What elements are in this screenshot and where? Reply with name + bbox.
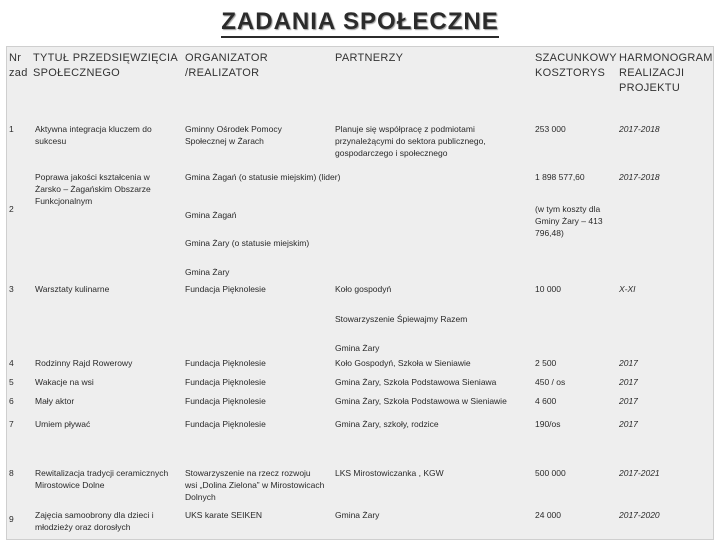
row-5-schedule: 2017 xyxy=(619,377,638,387)
row-3-organizer: Fundacja Pięknolesie xyxy=(185,284,266,294)
row-9-cost: 24 000 xyxy=(535,510,561,520)
row-6-title: Mały aktor xyxy=(35,396,75,406)
row-8-partners: LKS Mirostowiczanka , KGW xyxy=(335,468,444,478)
row-5-nr: 5 xyxy=(9,377,14,387)
row-2-nr: 2 xyxy=(9,204,14,214)
row-5-title: Wakacje na wsi xyxy=(35,377,94,387)
row-6-schedule: 2017 xyxy=(619,396,638,406)
row-9-organizer: UKS karate SEIKEN xyxy=(185,510,263,520)
row-6-nr: 6 xyxy=(9,396,14,406)
row-7-schedule: 2017 xyxy=(619,419,638,429)
row-8-nr: 8 xyxy=(9,468,14,478)
row-3-partner-2: Stowarzyszenie Śpiewajmy Razem xyxy=(335,314,468,324)
row-1-organizer: Gminny Ośrodek Pomocy Społecznej w Żarach xyxy=(185,124,282,146)
projects-table xyxy=(6,46,714,540)
header-schedule: HARMONOGRAM REALIZACJI PROJEKTU xyxy=(619,52,713,94)
row-4-schedule: 2017 xyxy=(619,358,638,368)
row-2-title: Poprawa jakości kształcenia w Żarsko – Żagańskim Obszarze Funkcjonalnym xyxy=(35,172,151,206)
row-9-schedule: 2017-2020 xyxy=(619,510,660,520)
row-5-cost: 450 / os xyxy=(535,377,566,387)
header-cost: SZACUNKOWY KOSZTORYS xyxy=(535,52,617,79)
row-7-organizer: Fundacja Pięknolesie xyxy=(185,419,266,429)
row-8-title: Rewitalizacja tradycji ceramicznych Mirostowice Dolne xyxy=(35,468,169,490)
row-4-cost: 2 500 xyxy=(535,358,557,368)
row-7-title: Umiem pływać xyxy=(35,419,91,429)
row-4-title: Rodzinny Rajd Rowerowy xyxy=(35,358,133,368)
row-3-partner-1: Koło gospodyń xyxy=(335,284,392,294)
row-2-cost-note: (w tym koszty dla Gminy Żary – 413 796,48) xyxy=(535,204,603,238)
row-6-cost: 4 600 xyxy=(535,396,557,406)
row-5-organizer: Fundacja Pięknolesie xyxy=(185,377,266,387)
row-4-nr: 4 xyxy=(9,358,14,368)
row-7-nr: 7 xyxy=(9,419,14,429)
row-1-title: Aktywna integracja kluczem do sukcesu xyxy=(35,124,152,146)
row-2-organizer-1: Gmina Żagań (o statusie miejskim) (lider) xyxy=(185,172,341,182)
row-3-partner-3: Gmina Żary xyxy=(335,343,380,353)
header-organizer: ORGANIZATOR /REALIZATOR xyxy=(185,52,268,79)
header-title: TYTUŁ PRZEDSIĘWZIĘCIA SPOŁECZNEGO xyxy=(33,52,178,79)
header-nr: Nr zad xyxy=(9,52,28,79)
row-2-schedule: 2017-2018 xyxy=(619,172,660,182)
row-1-cost: 253 000 xyxy=(535,124,566,134)
row-1-schedule: 2017-2018 xyxy=(619,124,660,134)
row-9-partners: Gmina Żary xyxy=(335,510,380,520)
row-2-cost: 1 898 577,60 xyxy=(535,172,585,182)
row-2-organizer-4: Gmina Żary xyxy=(185,267,230,277)
row-1-partners: Planuje się współpracę z podmiotami przynależącymi do sektora publicznego, gospodarczego i społecznego xyxy=(335,124,486,158)
row-2-organizer-3: Gmina Żary (o statusie miejskim) xyxy=(185,238,310,248)
row-2-organizer-2: Gmina Żagań xyxy=(185,210,237,220)
row-3-nr: 3 xyxy=(9,284,14,294)
row-4-partners: Koło Gospodyń, Szkoła w Sieniawie xyxy=(335,358,471,368)
page-title-text: ZADANIA SPOŁECZNE xyxy=(221,8,498,38)
row-3-title: Warsztaty kulinarne xyxy=(35,284,110,294)
row-3-cost: 10 000 xyxy=(535,284,561,294)
row-9-title: Zajęcia samoobrony dla dzieci i młodzieży oraz dorosłych xyxy=(35,510,154,532)
row-8-schedule: 2017-2021 xyxy=(619,468,660,478)
row-6-organizer: Fundacja Pięknolesie xyxy=(185,396,266,406)
row-4-organizer: Fundacja Pięknolesie xyxy=(185,358,266,368)
row-3-schedule: X-XI xyxy=(619,284,636,294)
header-partners: PARTNERZY xyxy=(335,52,404,64)
row-5-partners: Gmina Żary, Szkoła Podstawowa Sieniawa xyxy=(335,377,497,387)
row-9-nr: 9 xyxy=(9,514,14,524)
row-7-partners: Gmina Żary, szkoły, rodzice xyxy=(335,419,439,429)
row-6-partners: Gmina Żary, Szkoła Podstawowa w Sieniawie xyxy=(335,396,507,406)
row-8-cost: 500 000 xyxy=(535,468,566,478)
page-title xyxy=(0,8,720,36)
row-8-organizer: Stowarzyszenie na rzecz rozwoju wsi „Dolina Zielona” w Mirostowicach Dolnych xyxy=(185,468,325,502)
row-7-cost: 190/os xyxy=(535,419,561,429)
row-1-nr: 1 xyxy=(9,124,14,134)
